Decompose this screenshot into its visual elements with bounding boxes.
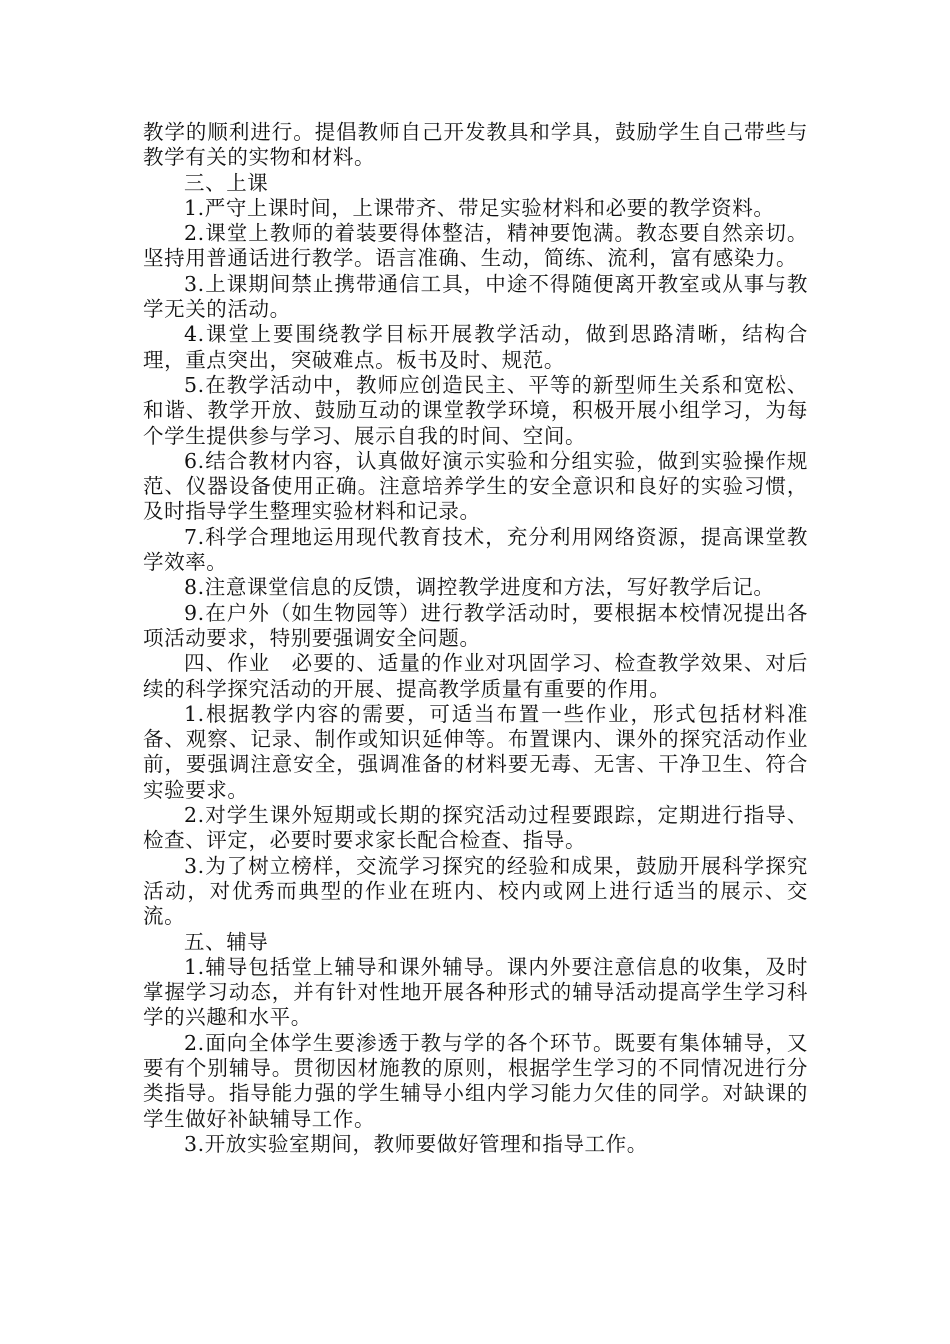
paragraph: 3.上课期间禁止携带通信工具，中途不得随便离开教室或从事与教学无关的活动。 — [143, 271, 808, 322]
paragraph: 6.结合教材内容，认真做好演示实验和分组实验，做到实验操作规范、仪器设备使用正确。注意培养学生的安全意识和良好的实验习惯，及时指导学生整理实验材料和记录。 — [143, 448, 808, 524]
paragraph: 1.辅导包括堂上辅导和课外辅导。课内外要注意信息的收集，及时掌握学习动态，并有针对性地开展各种形式的辅导活动提高学生学习科学的兴趣和水平。 — [143, 954, 808, 1030]
paragraph: 1.根据教学内容的需要，可适当布置一些作业，形式包括材料准备、观察、记录、制作或知识延伸等。布置课内、课外的探究活动作业前，要强调注意安全，强调准备的材料要无毒、无害、干净卫生、符合实验要求。 — [143, 701, 808, 802]
paragraph: 5.在教学活动中，教师应创造民主、平等的新型师生关系和宽松、和谐、教学开放、鼓励互动的课堂教学环境，积极开展小组学习，为每个学生提供参与学习、展示自我的时间、空间。 — [143, 372, 808, 448]
paragraph: 9.在户外（如生物园等）进行教学活动时，要根据本校情况提出各项活动要求，特别要强调安全问题。 — [143, 600, 808, 650]
section-heading-lesson: 三、上课 — [184, 170, 269, 195]
paragraph: 2.课堂上教师的着装要得体整洁，精神要饱满。教态要自然亲切。坚持用普通话进行教学。语言准确、生动，简练、流利，富有感染力。 — [143, 221, 808, 271]
paragraph: 3.开放实验室期间，教师要做好管理和指导工作。 — [184, 1131, 648, 1156]
paragraph: 2.对学生课外短期或长期的探究活动过程要跟踪，定期进行指导、检查、评定，必要时要求家长配合检查、指导。 — [143, 803, 808, 853]
section-heading-homework: 四、作业 必要的、适量的作业对巩固学习、检查教学效果、对后续的科学探究活动的开展、提高教学质量有重要的作用。 — [143, 651, 808, 701]
paragraph: 3.为了树立榜样，交流学习探究的经验和成果，鼓励开展科学探究活动，对优秀而典型的作业在班内、校内或网上进行适当的展示、交流。 — [143, 853, 808, 929]
paragraph: 教学的顺利进行。提倡教师自己开发教具和学具，鼓励学生自己带些与教学有关的实物和材料。 — [143, 120, 808, 170]
section-heading-tutoring: 五、辅导 — [184, 929, 269, 954]
document-body — [143, 120, 808, 1157]
paragraph: 7.科学合理地运用现代教育技术，充分利用网络资源，提高课堂教学效率。 — [143, 524, 808, 575]
paragraph: 1.严守上课时间，上课带齐、带足实验材料和必要的教学资料。 — [184, 195, 775, 220]
paragraph: 2.面向全体学生要渗透于教与学的各个环节。既要有集体辅导，又要有个别辅导。贯彻因材施教的原则，根据学生学习的不同情况进行分类指导。指导能力强的学生辅导小组内学习能力欠佳的同学。对缺课的学生做好补缺辅导工作。 — [143, 1030, 808, 1131]
paragraph: 4.课堂上要围绕教学目标开展教学活动，做到思路清晰，结构合理，重点突出，突破难点。板书及时、规范。 — [143, 322, 808, 372]
paragraph: 8.注意课堂信息的反馈，调控教学进度和方法，写好教学后记。 — [184, 575, 775, 600]
